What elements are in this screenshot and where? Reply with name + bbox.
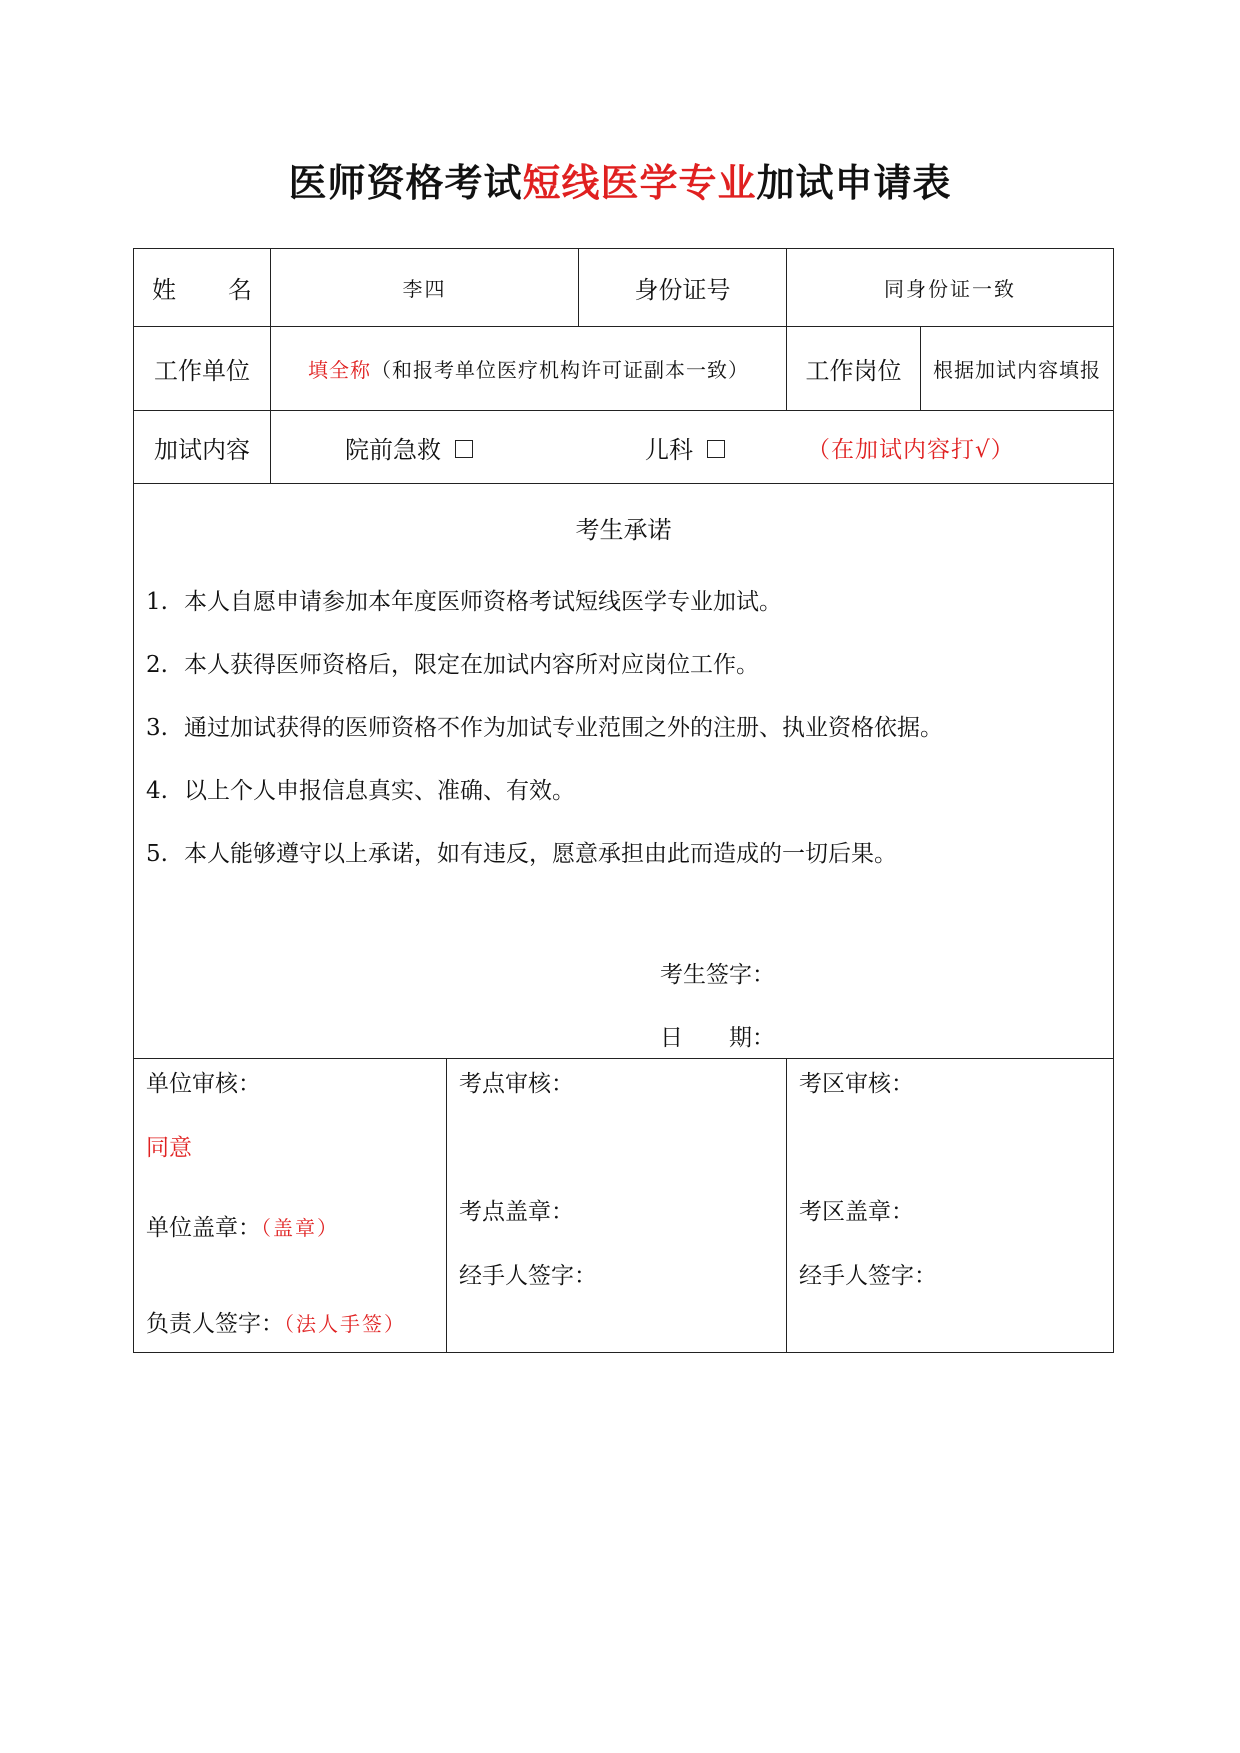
content-label: 加试内容 xyxy=(134,411,271,484)
title-part3: 加试申请表 xyxy=(756,160,952,205)
date-label-b: 期： xyxy=(729,1025,775,1051)
checkbox-pediatrics[interactable] xyxy=(707,440,725,458)
pledge-title: 考生承诺 xyxy=(575,516,672,544)
district-handler-label: 经手人签字： xyxy=(799,1263,937,1289)
option-pediatrics[interactable] xyxy=(645,430,725,465)
id-label: 身份证号 xyxy=(579,249,787,327)
site-review-label: 考点审核： xyxy=(459,1071,574,1097)
pledge-item-number: 2. xyxy=(146,652,168,678)
name-label-cell xyxy=(134,249,271,327)
title-part1: 医师资格考试 xyxy=(288,160,523,205)
unit-sign-note: （法人手签） xyxy=(284,1312,406,1336)
pledge-list xyxy=(134,571,1113,886)
unit-review-opinion: 同意 xyxy=(146,1135,192,1161)
pledge-item-text: 通过加试获得的医师资格不作为加试专业范围之外的注册、执业资格依据。 xyxy=(184,715,943,741)
candidate-signature-field[interactable] xyxy=(660,944,775,1007)
pledge-item-text: 以上个人申报信息真实、准确、有效。 xyxy=(184,778,575,804)
unit-sign-label: 负责人签字： xyxy=(146,1311,284,1337)
pledge-item-text: 本人自愿申请参加本年度医师资格考试短线医学专业加试。 xyxy=(184,589,782,615)
row-reviews xyxy=(134,1059,1114,1353)
row-pledge xyxy=(134,484,1114,1059)
post-label: 工作岗位 xyxy=(787,327,921,411)
unit-review-cell[interactable] xyxy=(134,1059,447,1353)
unit-seal-label: 单位盖章： xyxy=(146,1215,261,1241)
name-label-a: 姓 xyxy=(152,276,176,304)
content-options xyxy=(271,411,1114,484)
unit-value-note: （和报考单位医疗机构许可证副本一致） xyxy=(371,358,749,382)
unit-seal-note: （盖章） xyxy=(261,1216,339,1240)
unit-sign-line xyxy=(146,1305,406,1338)
option-prehospital[interactable] xyxy=(345,430,473,465)
pledge-item xyxy=(146,634,1113,697)
pledge-item-number: 5. xyxy=(146,841,168,867)
district-seal-label: 考区盖章： xyxy=(799,1199,914,1225)
pledge-item xyxy=(146,571,1113,634)
option-prehospital-label: 院前急救 xyxy=(345,435,441,464)
post-value[interactable]: 根据加试内容填报 xyxy=(921,327,1114,411)
pledge-item xyxy=(146,760,1113,823)
pledge-cell xyxy=(134,484,1114,1059)
row-unit-post xyxy=(134,327,1114,411)
option-pediatrics-label: 儿科 xyxy=(645,435,693,464)
candidate-sign-block xyxy=(660,944,775,1070)
district-review-cell[interactable] xyxy=(787,1059,1114,1353)
date-label-a: 日 xyxy=(660,1025,683,1051)
pledge-item xyxy=(146,697,1113,760)
site-seal-label: 考点盖章： xyxy=(459,1199,574,1225)
site-review-cell[interactable] xyxy=(447,1059,787,1353)
pledge-item-text: 本人能够遵守以上承诺，如有违反，愿意承担由此而造成的一切后果。 xyxy=(184,841,897,867)
unit-value[interactable] xyxy=(271,327,787,411)
content-note: （在加试内容打√） xyxy=(807,436,1015,463)
pledge-item xyxy=(146,823,1113,886)
unit-seal-line xyxy=(146,1209,339,1242)
pledge-item-text: 本人获得医师资格后，限定在加试内容所对应岗位工作。 xyxy=(184,652,759,678)
row-exam-content xyxy=(134,411,1114,484)
unit-review-label: 单位审核： xyxy=(146,1071,261,1097)
pledge-item-number: 4. xyxy=(146,778,168,804)
unit-label: 工作单位 xyxy=(134,327,271,411)
unit-value-red: 填全称 xyxy=(308,358,371,382)
title-part2: 短线医学专业 xyxy=(522,160,757,205)
application-form-table xyxy=(133,248,1114,1353)
checkbox-prehospital[interactable] xyxy=(455,440,473,458)
page-title xyxy=(0,152,1240,207)
name-label-b: 名 xyxy=(228,276,252,304)
name-value[interactable]: 李四 xyxy=(271,249,579,327)
pledge-item-number: 1. xyxy=(146,589,168,615)
pledge-item-number: 3. xyxy=(146,715,168,741)
district-review-label: 考区审核： xyxy=(799,1071,914,1097)
row-name-id xyxy=(134,249,1114,327)
candidate-signature-label: 考生签字： xyxy=(660,962,775,988)
site-handler-label: 经手人签字： xyxy=(459,1263,597,1289)
id-value[interactable]: 同身份证一致 xyxy=(787,249,1114,327)
